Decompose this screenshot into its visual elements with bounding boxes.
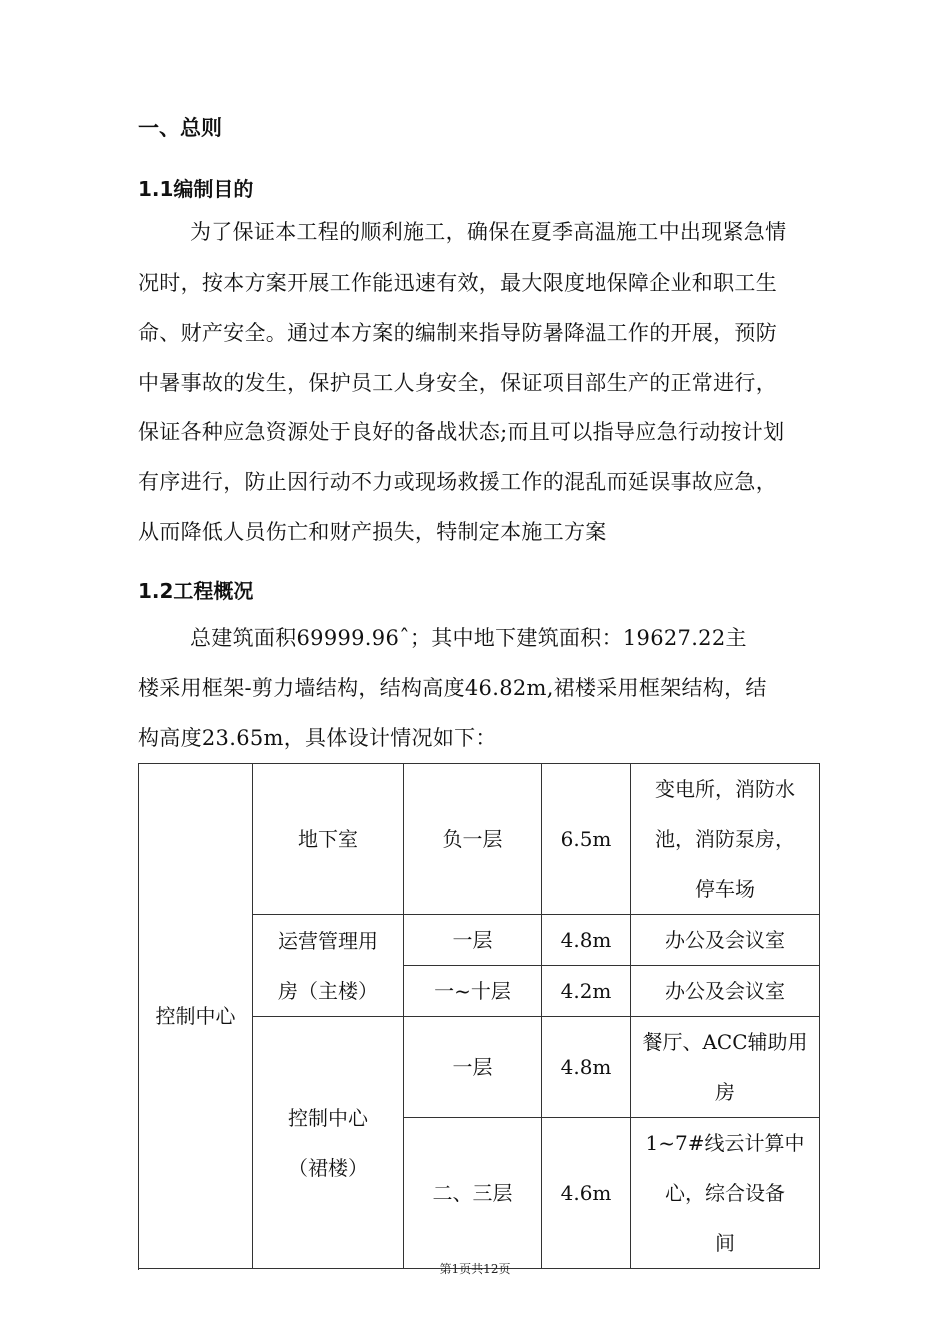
page-footer: 第1页共12页 (439, 1262, 511, 1276)
section-heading: 一、总则 (138, 116, 222, 140)
table-cell-floor: 负一层 (404, 764, 542, 915)
table-cell-height: 4.8m (542, 1017, 631, 1118)
paragraph-line: 保证各种应急资源处于良好的备战状态;而且可以指导应急行动按计划 (138, 420, 785, 444)
paragraph-line: 况时，按本方案开展工作能迅速有效，最大限度地保障企业和职工生 (138, 271, 777, 295)
table-cell-building: 地下室 (253, 764, 404, 915)
table-cell-floor: 一层 (404, 915, 542, 966)
table-cell-building: 运营管理用 房（主楼） (253, 915, 404, 1017)
subsection-heading-purpose: 1.1编制目的 (138, 177, 254, 201)
table-row (139, 764, 820, 915)
table-cell-floor: 二、三层 (404, 1118, 542, 1269)
table-cell-floor: 一层 (404, 1017, 542, 1118)
table-cell-floor: 一~十层 (404, 966, 542, 1017)
table-cell-use: 办公及会议室 (631, 966, 820, 1017)
subsection-heading-overview: 1.2工程概况 (138, 579, 254, 603)
table-cell-height: 4.8m (542, 915, 631, 966)
paragraph-line: 有序进行，防止因行动不力或现场救援工作的混乱而延误事故应急， (138, 470, 777, 494)
table-cell-use: 餐厅、ACC辅助用 房 (631, 1017, 820, 1118)
paragraph-line: 为了保证本工程的顺利施工，确保在夏季高温施工中出现紧急情 (190, 220, 787, 244)
table-cell-use: 1~7#线云计算中 心，综合设备 间 (631, 1118, 820, 1269)
table-cell-building: 控制中心 （裙楼） (253, 1017, 404, 1269)
paragraph-line: 总建筑面积69999.96ˆ；其中地下建筑面积：19627.22主 (190, 626, 747, 650)
table-cell-group: 控制中心 (139, 764, 253, 1269)
paragraph-line: 命、财产安全。通过本方案的编制来指导防暑降温工作的开展，预防 (138, 321, 777, 345)
paragraph-line: 中暑事故的发生，保护员工人身安全，保证项目部生产的正常进行， (138, 371, 777, 395)
table-cell-height: 4.6m (542, 1118, 631, 1269)
table-cell-height: 4.2m (542, 966, 631, 1017)
table-cell-height: 6.5m (542, 764, 631, 915)
paragraph-line: 构高度23.65m，具体设计情况如下： (138, 726, 497, 750)
table-cell-use: 变电所，消防水 池，消防泵房， 停车场 (631, 764, 820, 915)
design-table (138, 763, 820, 1269)
paragraph-line: 从而降低人员伤亡和财产损失，特制定本施工方案 (138, 520, 607, 544)
table-cell-use: 办公及会议室 (631, 915, 820, 966)
paragraph-line: 楼采用框架-剪力墙结构，结构高度46.82m,裙楼采用框架结构，结 (138, 676, 767, 700)
